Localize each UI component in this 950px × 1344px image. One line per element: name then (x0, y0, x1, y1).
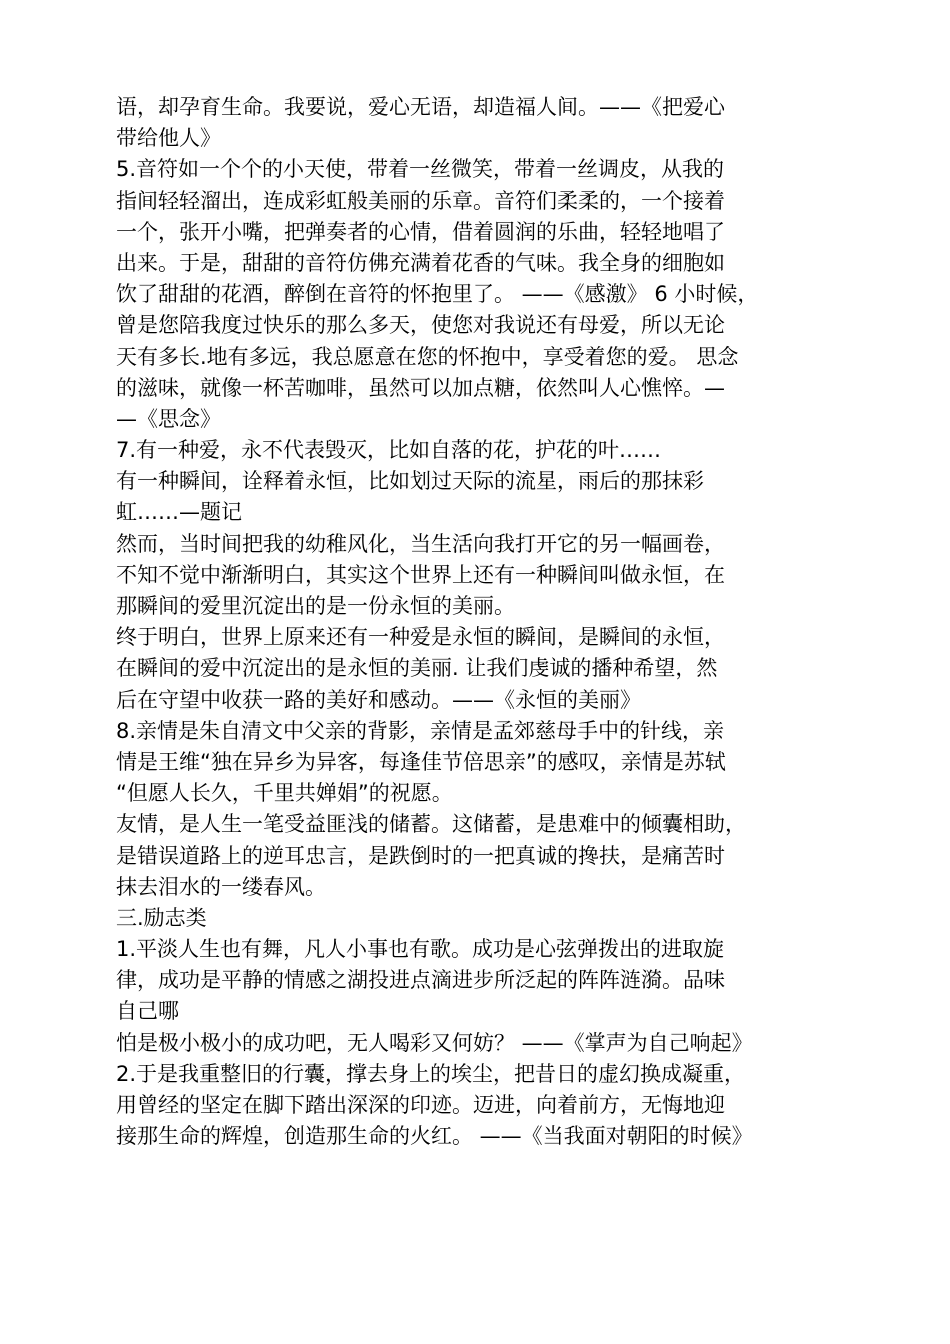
text-line: 一个，张开小嘴，把弹奏者的心情，借着圆润的乐曲，轻轻地唱了 (116, 219, 725, 244)
section-heading: 三.励志类 (116, 905, 207, 930)
text-line: 7.有一种爱，永不代表毁灭，比如自落的花，护花的叶…… (116, 438, 662, 463)
text-line: 抹去泪水的一缕春风。 (116, 874, 326, 899)
text-line: 饮了甜甜的花酒，醉倒在音符的怀抱里了。 ——《感激》 6 小时候， (116, 282, 759, 307)
text-line: 虹……—题记 (116, 500, 242, 525)
text-line: 律，成功是平静的情感之湖投进点滴进步所泛起的阵阵涟漪。品味 (116, 968, 725, 993)
text-line: 天有多长.地有多远，我总愿意在您的怀抱中，享受着您的爱。 思念 (116, 344, 739, 369)
text-line: 友情，是人生一笔受益匪浅的储蓄。这储蓄，是患难中的倾囊相助， (116, 812, 746, 837)
text-line: 的滋味，就像一杯苦咖啡，虽然可以加点糖，依然叫人心憔悴。— (116, 375, 725, 400)
text-line: 曾是您陪我度过快乐的那么多天，使您对我说还有母爱，所以无论 (116, 313, 725, 338)
text-line: 情是王维“独在异乡为异客，每逢佳节倍思亲”的感叹，亲情是苏轼 (116, 749, 726, 774)
text-line: 1.平淡人生也有舞，凡人小事也有歌。成功是心弦弹拨出的进取旋 (116, 937, 725, 962)
text-line: 然而，当时间把我的幼稚风化，当生活向我打开它的另一幅画卷， (116, 531, 725, 556)
text-line: 出来。于是，甜甜的音符仿佛充满着花香的气味。我全身的细胞如 (116, 250, 725, 275)
text-line: 有一种瞬间，诠释着永恒，比如划过天际的流星，雨后的那抹彩 (116, 469, 704, 494)
text-line: 终于明白，世界上原来还有一种爱是永恒的瞬间，是瞬间的永恒， (116, 625, 725, 650)
text-line: 自己哪 (116, 999, 179, 1024)
text-line: “但愿人长久，千里共婵娟”的祝愿。 (116, 781, 453, 806)
text-line: 指间轻轻溜出，连成彩虹般美丽的乐章。音符们柔柔的，一个接着 (116, 188, 725, 213)
text-line: 5.音符如一个个的小天使，带着一丝微笑，带着一丝调皮，从我的 (116, 157, 725, 182)
text-line: 2.于是我重整旧的行囊，撑去身上的埃尘，把昔日的虚幻换成凝重， (116, 1061, 746, 1086)
document-page (116, 92, 856, 1152)
text-line: 用曾经的坚定在脚下踏出深深的印迹。迈进，向着前方，无悔地迎 (116, 1093, 725, 1117)
text-line: 不知不觉中渐渐明白，其实这个世界上还有一种瞬间叫做永恒，在 (116, 562, 725, 587)
text-line: 8.亲情是朱自清文中父亲的背影，亲情是孟郊慈母手中的针线，亲 (116, 718, 725, 743)
text-line: 怕是极小极小的成功吧，无人喝彩又何妨？ ——《掌声为自己响起》 (116, 1030, 753, 1055)
text-line: 语，却孕育生命。我要说，爱心无语，却造福人间。——《把爱心 (116, 95, 725, 119)
text-line: 是错误道路上的逆耳忠言，是跌倒时的一把真诚的搀扶，是痛苦时 (116, 843, 725, 868)
text-line: 带给他人》 (116, 126, 221, 151)
text-line: 接那生命的辉煌，创造那生命的火红。 ——《当我面对朝阳的时候》 (116, 1124, 753, 1149)
text-line: —《思念》 (116, 406, 221, 431)
text-line: 在瞬间的爱中沉淀出的是永恒的美丽. 让我们虔诚的播种希望，然 (116, 656, 718, 681)
text-line: 后在守望中收获一路的美好和感动。——《永恒的美丽》 (116, 687, 641, 712)
text-line: 那瞬间的爱里沉淀出的是一份永恒的美丽。 (116, 594, 515, 618)
